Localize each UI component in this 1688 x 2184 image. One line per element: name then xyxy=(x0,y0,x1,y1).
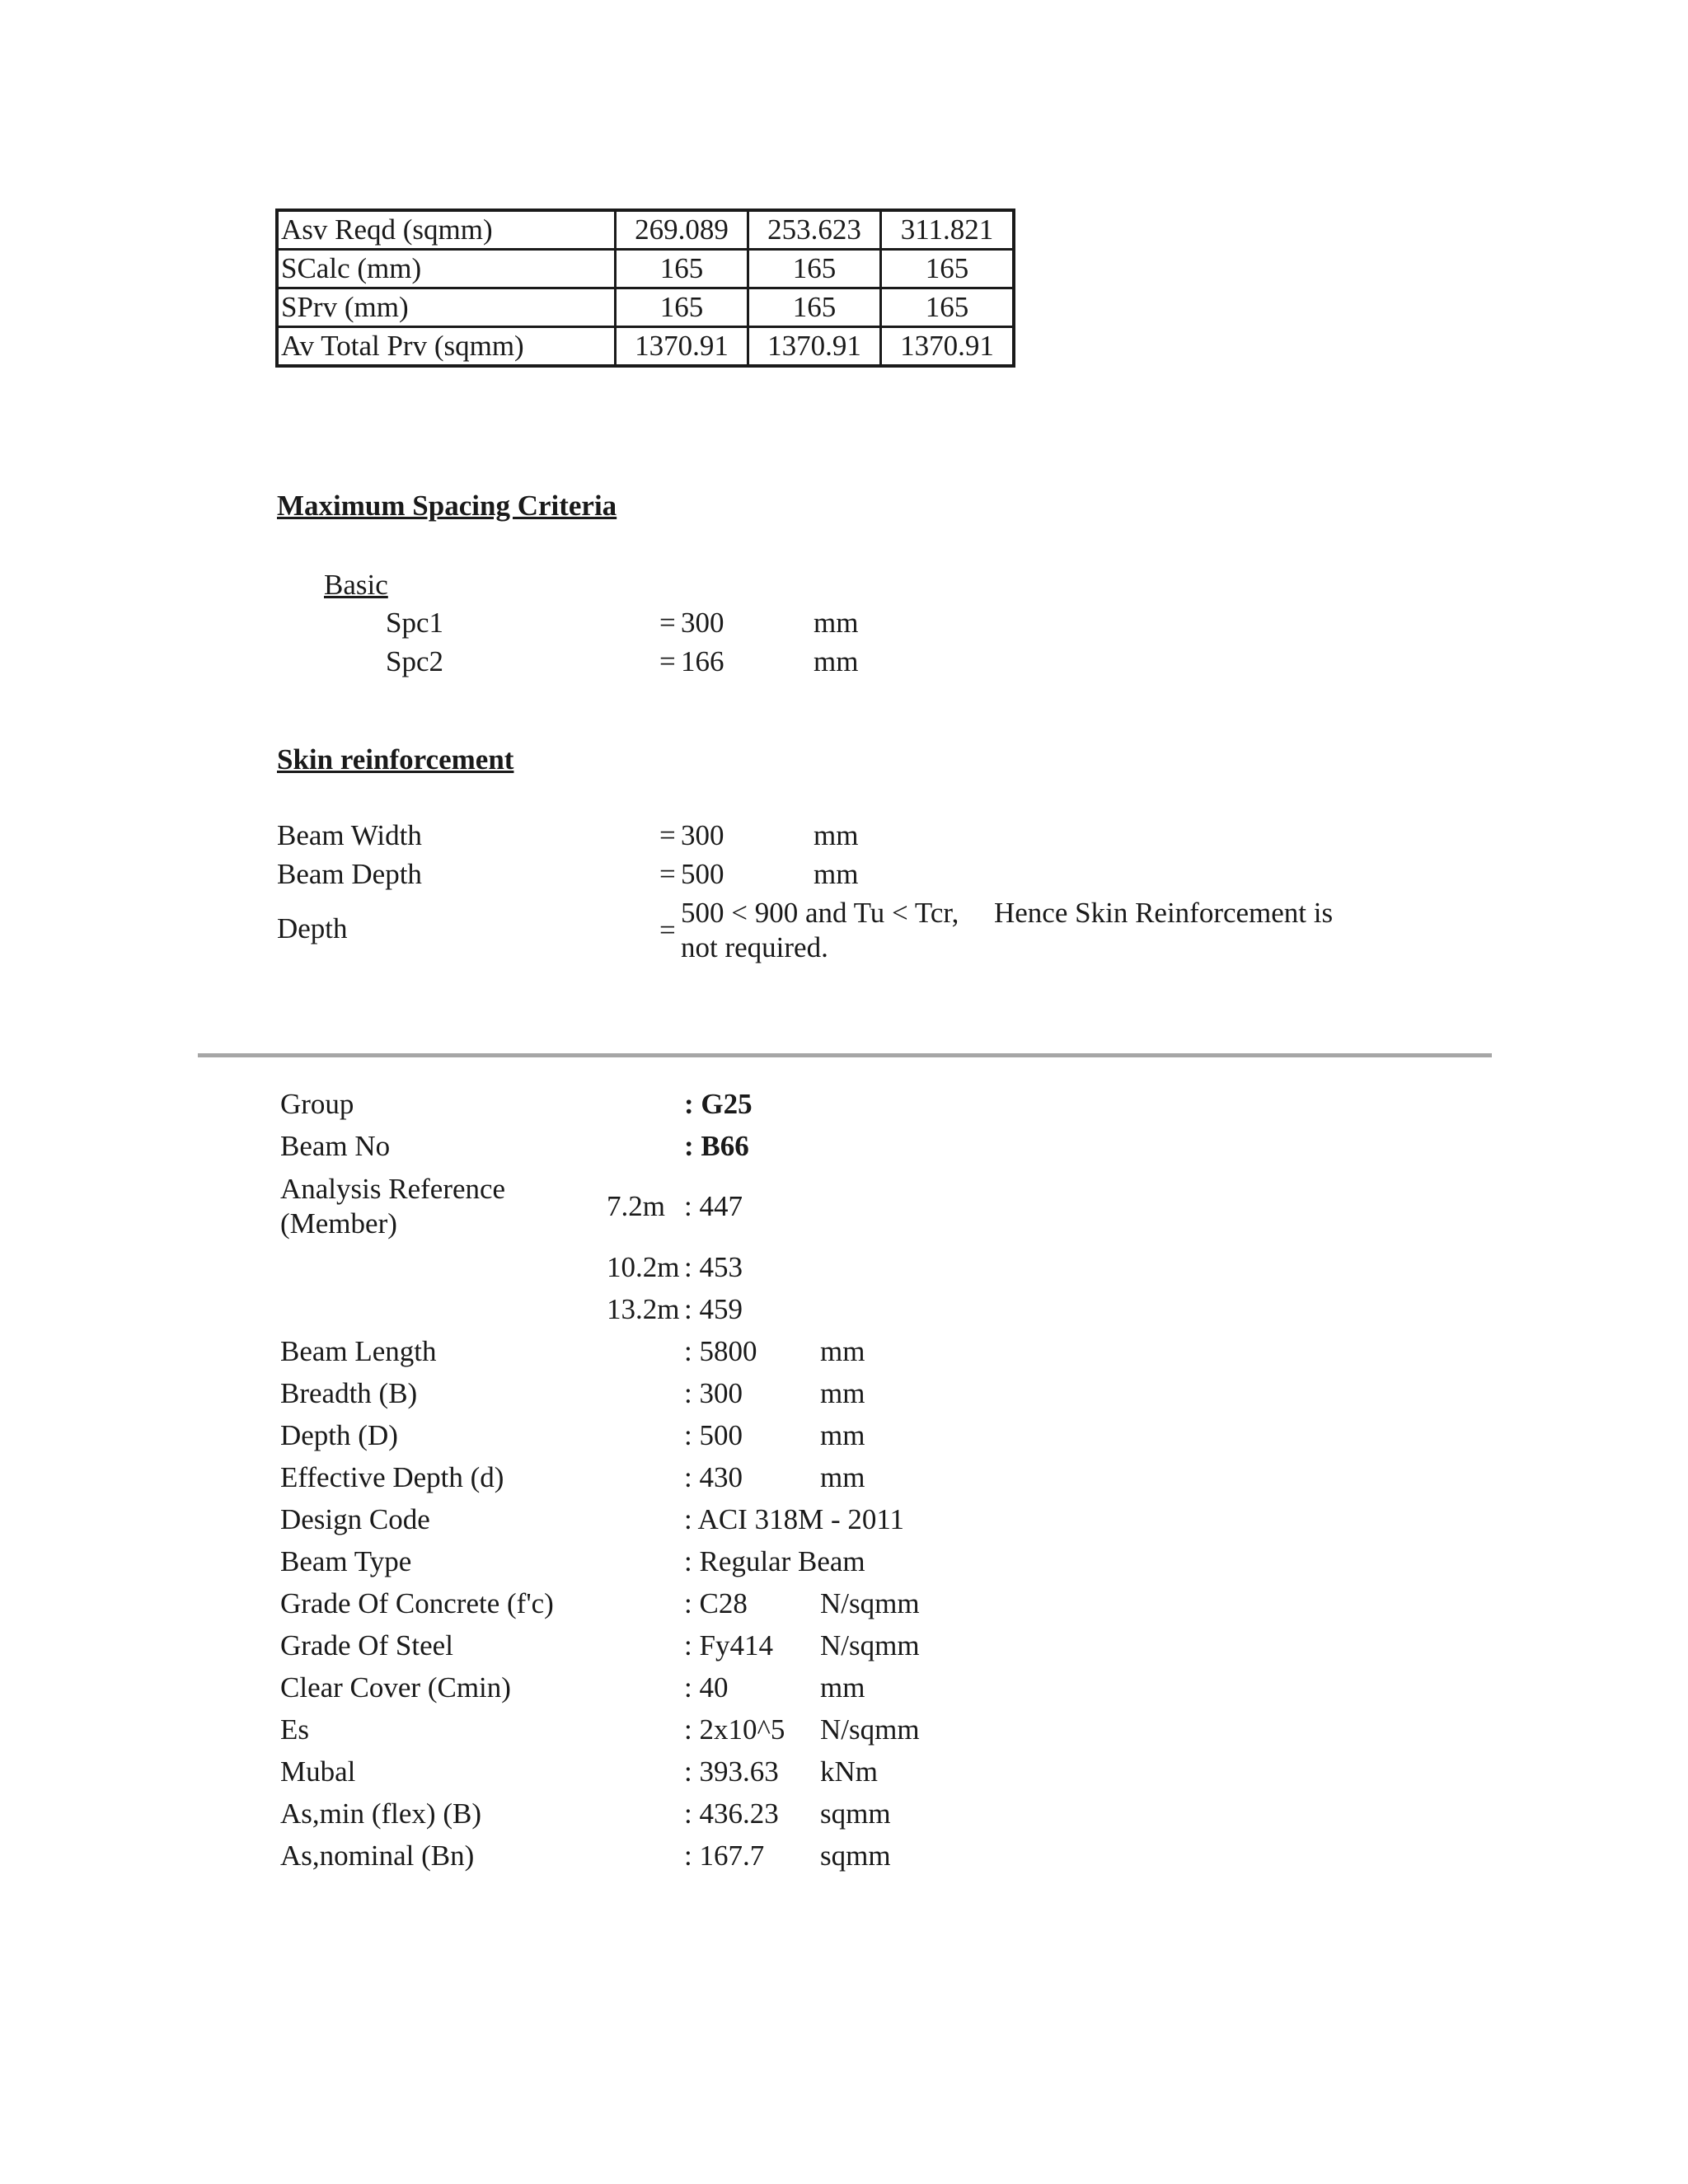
max-spacing-heading: Maximum Spacing Criteria xyxy=(277,490,617,522)
cell-value: 165 xyxy=(616,250,748,288)
prop-label: Effective Depth (d) xyxy=(280,1461,504,1493)
spc2-label: Spc2 xyxy=(386,645,443,677)
beam-width-label: Beam Width xyxy=(277,819,422,851)
prop-value: : 40 xyxy=(684,1671,729,1704)
analysis-ref-value: : 453 xyxy=(684,1251,743,1283)
table-row xyxy=(277,327,1014,367)
cell-value: 1370.91 xyxy=(748,327,881,367)
prop-label: As,min (flex) (B) xyxy=(280,1797,481,1830)
group-value: : G25 xyxy=(684,1088,753,1120)
beam-depth-label: Beam Depth xyxy=(277,858,422,890)
cell-value: 165 xyxy=(881,288,1015,327)
cell-value: 1370.91 xyxy=(616,327,748,367)
analysis-ref-value: : 459 xyxy=(684,1293,743,1325)
group-label: Group xyxy=(280,1088,354,1120)
prop-label: As,nominal (Bn) xyxy=(280,1840,475,1872)
prop-unit: N/sqmm xyxy=(820,1587,920,1619)
prop-unit: kNm xyxy=(820,1755,878,1788)
cell-value: 165 xyxy=(748,288,881,327)
beam-no-value: : B66 xyxy=(684,1130,749,1162)
row-label: SCalc (mm) xyxy=(277,250,616,288)
prop-unit: N/sqmm xyxy=(820,1713,920,1746)
cell-value: 311.821 xyxy=(881,210,1015,250)
section-divider xyxy=(198,1053,1492,1057)
prop-value: : Regular Beam xyxy=(684,1545,865,1577)
beam-depth-value: 500 xyxy=(681,858,724,890)
cell-value: 165 xyxy=(616,288,748,327)
prop-unit: mm xyxy=(820,1377,865,1409)
beam-width-eq: = xyxy=(659,819,676,851)
prop-label: Design Code xyxy=(280,1503,430,1535)
prop-unit: mm xyxy=(820,1335,865,1367)
depth-line1-tail: Hence Skin Reinforcement is xyxy=(994,897,1334,929)
depth-line2: not required. xyxy=(681,931,828,963)
prop-label: Beam Type xyxy=(280,1545,412,1577)
prop-unit: sqmm xyxy=(820,1840,891,1872)
depth-label: Depth xyxy=(277,912,348,944)
cell-value: 269.089 xyxy=(616,210,748,250)
prop-label: Beam Length xyxy=(280,1335,437,1367)
cell-value: 165 xyxy=(748,250,881,288)
spc2-eq: = xyxy=(659,645,676,677)
prop-label: Breadth (B) xyxy=(280,1377,418,1409)
prop-value: : 393.63 xyxy=(684,1755,779,1788)
spc2-value: 166 xyxy=(681,645,724,677)
spc2-unit: mm xyxy=(814,645,859,677)
spc1-unit: mm xyxy=(814,607,859,639)
beam-width-unit: mm xyxy=(814,819,859,851)
prop-label: Clear Cover (Cmin) xyxy=(280,1671,511,1704)
cell-value: 253.623 xyxy=(748,210,881,250)
prop-label: Mubal xyxy=(280,1755,356,1788)
table-row xyxy=(277,210,1014,250)
row-label: SPrv (mm) xyxy=(277,288,616,327)
prop-value: : C28 xyxy=(684,1587,748,1619)
analysis-ref-pos: 7.2m xyxy=(607,1190,665,1222)
prop-value: : 300 xyxy=(684,1377,743,1409)
prop-unit: mm xyxy=(820,1419,865,1451)
prop-value: : 167.7 xyxy=(684,1840,765,1872)
prop-unit: sqmm xyxy=(820,1797,891,1830)
row-label: Asv Reqd (sqmm) xyxy=(277,210,616,250)
spc1-label: Spc1 xyxy=(386,607,443,639)
prop-label: Grade Of Steel xyxy=(280,1629,453,1661)
row-label: Av Total Prv (sqmm) xyxy=(277,327,616,367)
analysis-ref-value: : 447 xyxy=(684,1190,743,1222)
cell-value: 1370.91 xyxy=(881,327,1015,367)
spc1-value: 300 xyxy=(681,607,724,639)
stirrup-table xyxy=(275,209,1015,368)
beam-depth-unit: mm xyxy=(814,858,859,890)
analysis-ref-label: Analysis Reference xyxy=(280,1173,506,1205)
prop-value: : 430 xyxy=(684,1461,743,1493)
prop-value: : Fy414 xyxy=(684,1629,773,1661)
skin-heading: Skin reinforcement xyxy=(277,743,514,776)
spc1-eq: = xyxy=(659,607,676,639)
beam-no-label: Beam No xyxy=(280,1130,391,1162)
depth-line1: 500 < 900 and Tu < Tcr, xyxy=(681,897,959,929)
prop-value: : 5800 xyxy=(684,1335,757,1367)
prop-unit: mm xyxy=(820,1461,865,1493)
cell-value: 165 xyxy=(881,250,1015,288)
prop-label: Depth (D) xyxy=(280,1419,398,1451)
prop-value: : 436.23 xyxy=(684,1797,779,1830)
prop-value: : 500 xyxy=(684,1419,743,1451)
beam-width-value: 300 xyxy=(681,819,724,851)
beam-depth-eq: = xyxy=(659,858,676,890)
basic-subheading: Basic xyxy=(324,569,388,601)
analysis-ref-pos: 13.2m xyxy=(607,1293,680,1325)
prop-value: : 2x10^5 xyxy=(684,1713,785,1746)
prop-value: : ACI 318M - 2011 xyxy=(684,1503,905,1535)
depth-eq: = xyxy=(659,914,676,946)
prop-unit: N/sqmm xyxy=(820,1629,920,1661)
prop-label: Es xyxy=(280,1713,309,1746)
table-row xyxy=(277,250,1014,288)
prop-label: Grade Of Concrete (f'c) xyxy=(280,1587,554,1619)
prop-unit: mm xyxy=(820,1671,865,1704)
analysis-ref-label-2: (Member) xyxy=(280,1207,397,1240)
table-row xyxy=(277,288,1014,327)
analysis-ref-pos: 10.2m xyxy=(607,1251,680,1283)
